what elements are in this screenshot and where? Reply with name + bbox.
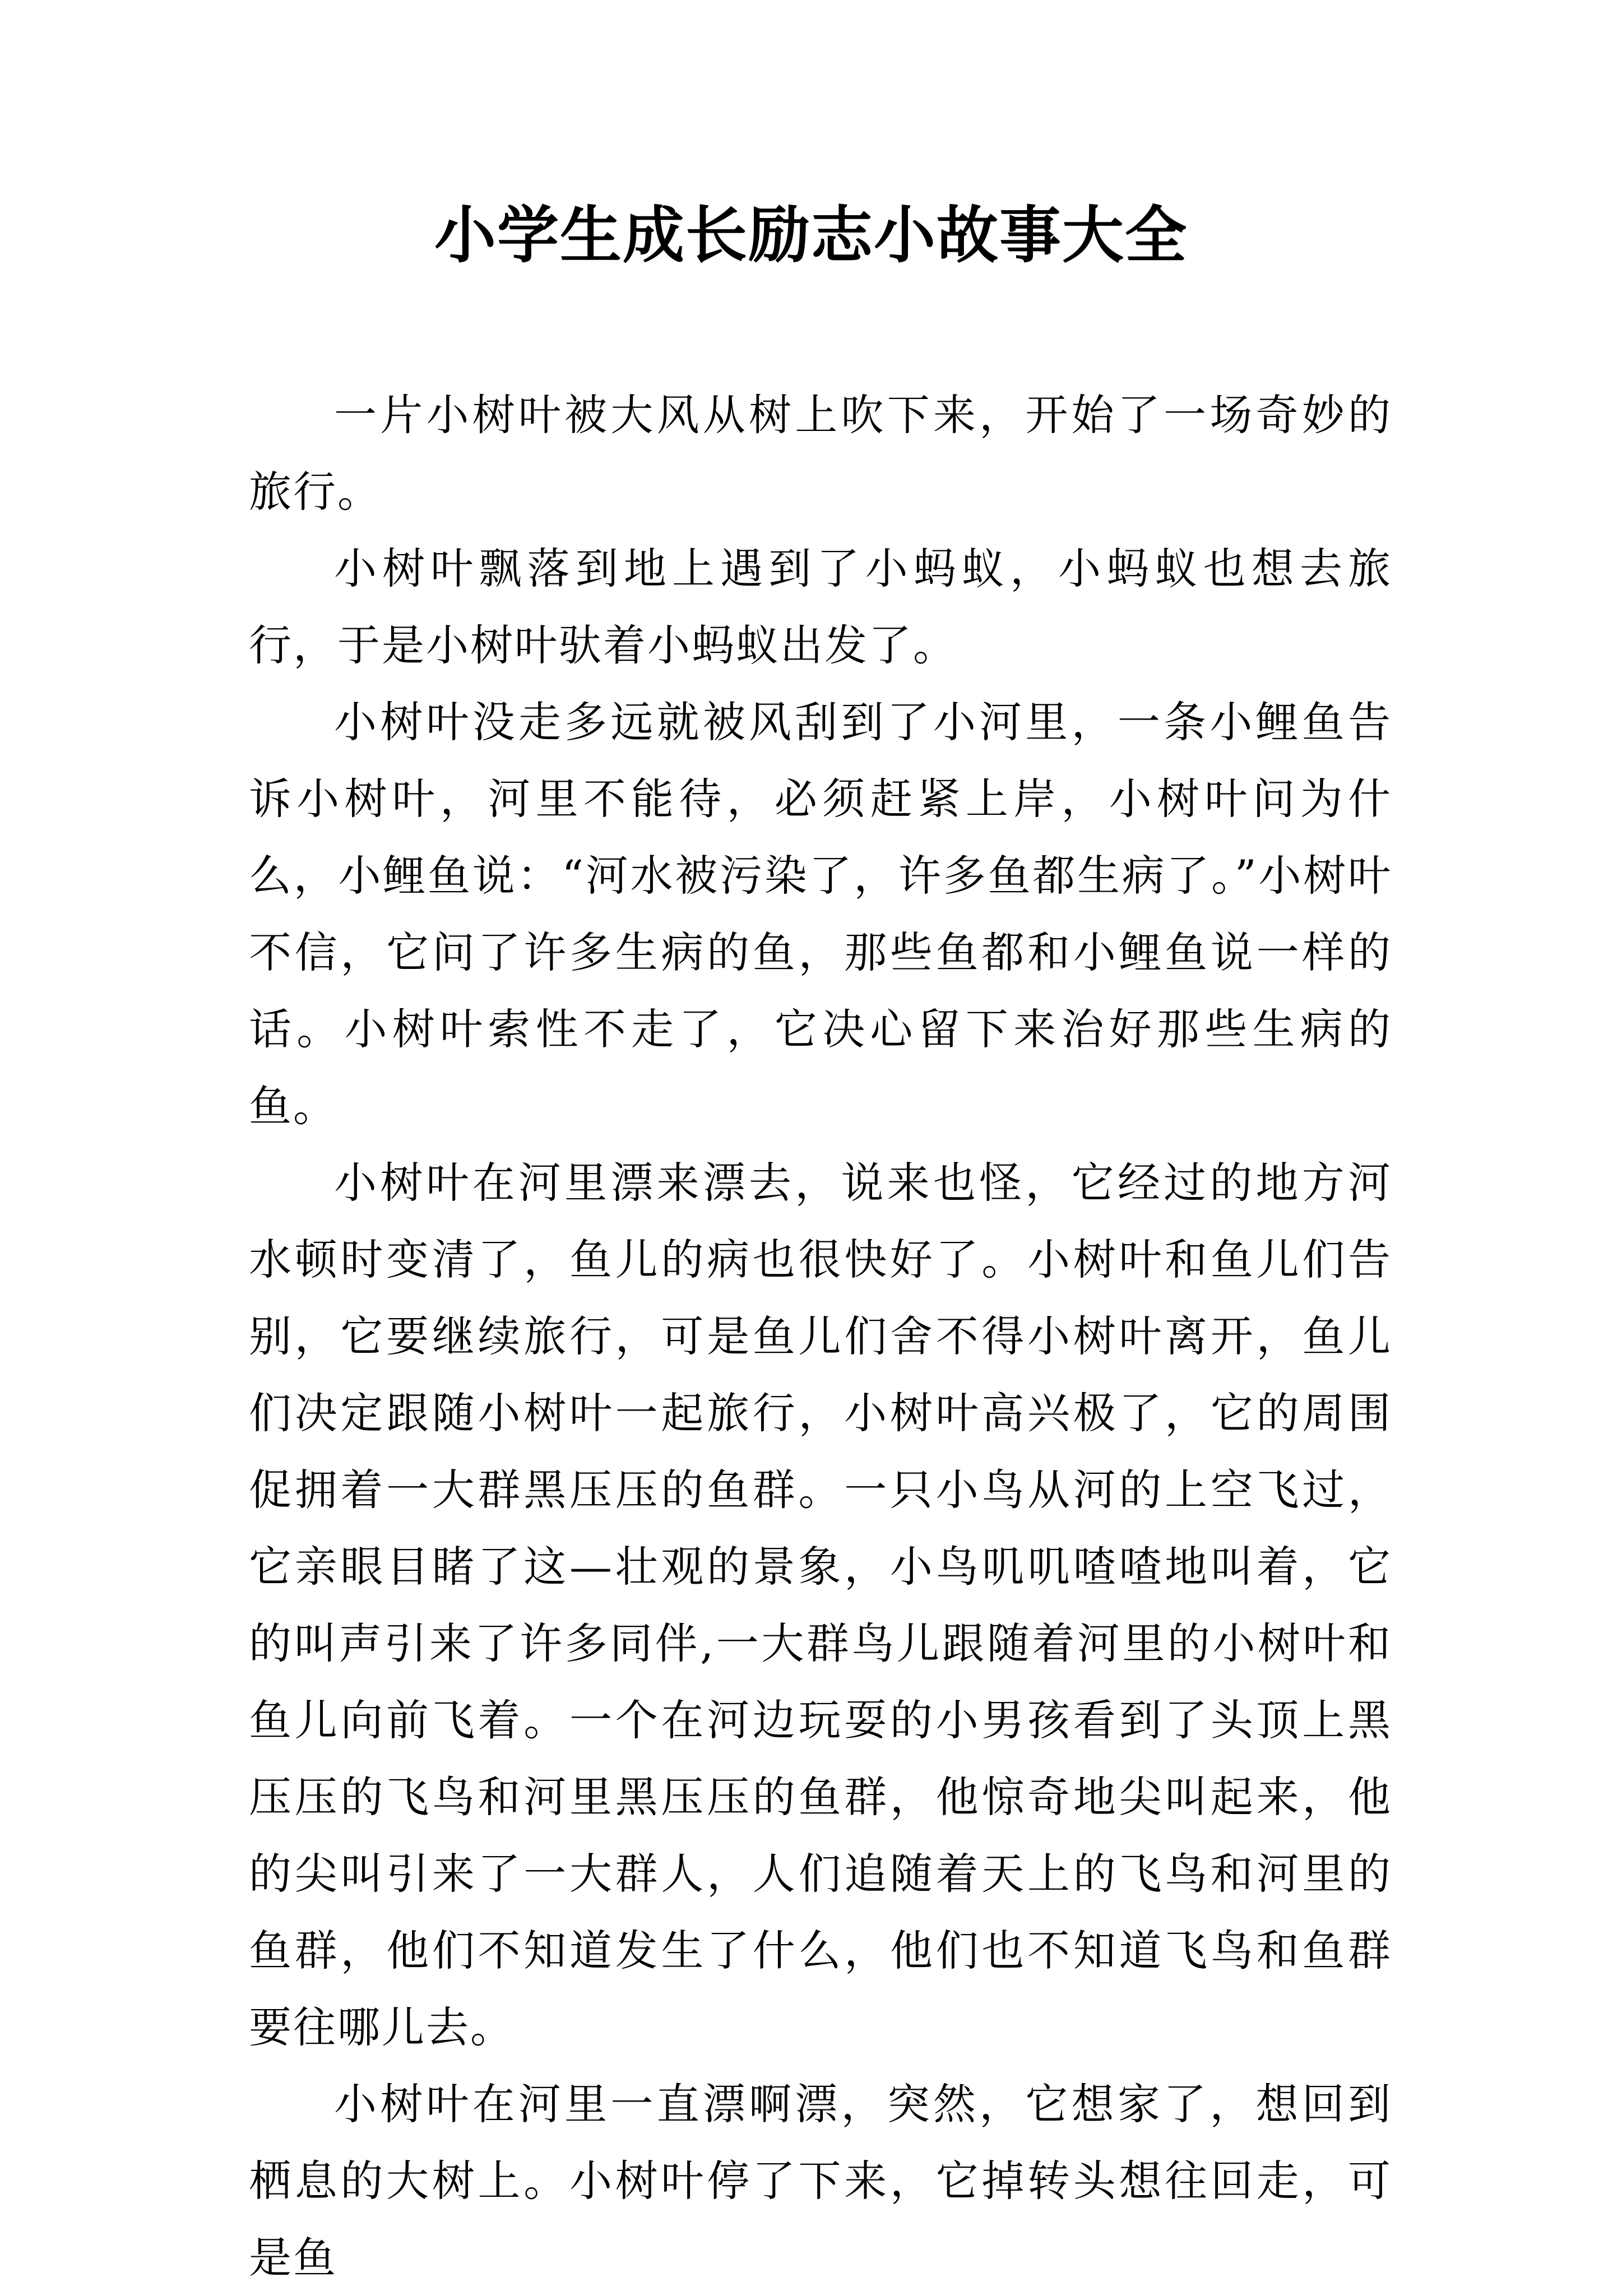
paragraph-2: 小树叶飘落到地上遇到了小蚂蚁，小蚂蚁也想去旅行，于是小树叶驮着小蚂蚁出发了。	[249, 544, 1392, 670]
paragraph-1: 一片小树叶被大风从树上吹下来，开始了一场奇妙的旅行。	[249, 390, 1392, 517]
paragraph-5: 小树叶在河里一直漂啊漂，突然，它想家了，想回到栖息的大树上。小树叶停了下来，它掉转头想往回走，可是鱼	[249, 2079, 1392, 2283]
story-body	[249, 377, 1392, 2296]
paragraph-3: 小树叶没走多远就被风刮到了小河里，一条小鲤鱼告诉小树叶，河里不能待，必须赶紧上岸，小树叶问为什么，小鲤鱼说：“河水被污染了，许多鱼都生病了。”小树叶不信，它问了许多生病的鱼，那些鱼都和小鲤鱼说一样的话。小树叶索性不走了，它决心留下来治好那些生病的鱼。	[249, 697, 1392, 1131]
paragraph-4: 小树叶在河里漂来漂去，说来也怪，它经过的地方河水顿时变清了，鱼儿的病也很快好了。小树叶和鱼儿们告别，它要继续旅行，可是鱼儿们舍不得小树叶离开，鱼儿们决定跟随小树叶一起旅行，小树叶高兴极了，它的周围促拥着一大群黑压压的鱼群。一只小鸟从河的上空飞过，它亲眼目睹了这—壮观的景象，小鸟叽叽喳喳地叫着，它的叫声引来了许多同伴,一大群鸟儿跟随着河里的小树叶和鱼儿向前飞着。一个在河边玩耍的小男孩看到了头顶上黑压压的飞鸟和河里黑压压的鱼群，他惊奇地尖叫起来，他的尖叫引来了一大群人，人们追随着天上的飞鸟和河里的鱼群，他们不知道发生了什么，他们也不知道飞鸟和鱼群要往哪儿去。	[249, 1158, 1392, 2052]
page-title: 小学生成长励志小故事大全	[434, 199, 1188, 271]
